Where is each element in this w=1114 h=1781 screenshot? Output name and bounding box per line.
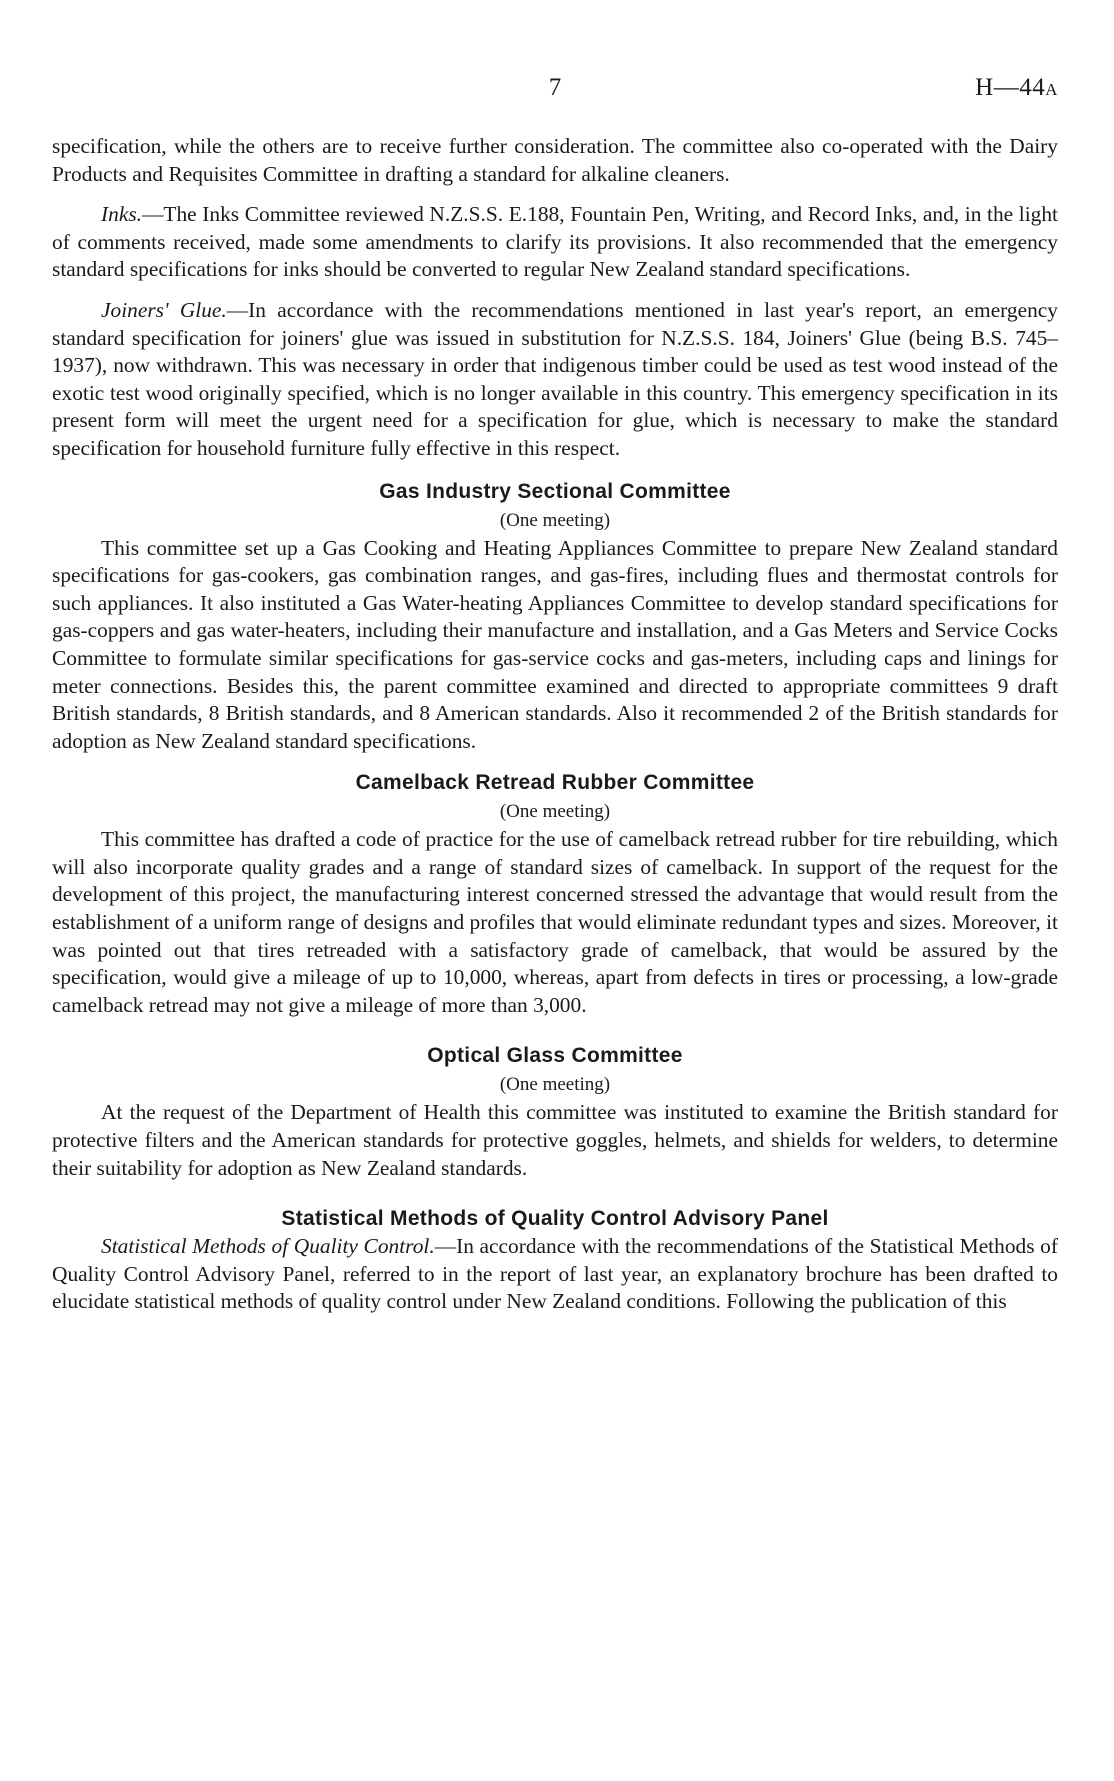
document-code-main: H—44 — [975, 74, 1046, 101]
inks-lead: Inks. — [101, 202, 142, 227]
intro-paragraph: specification, while the others are to receive further consideration. The committee also co-operated with the Dairy Products and Requisites Committee in drafting a standard for alkaline cleaners. — [52, 134, 1058, 186]
page-number: 7 — [548, 74, 562, 101]
camelback-meetings: (One meeting) — [499, 801, 611, 823]
joiners-glue-paragraph — [52, 297, 1058, 463]
camelback-paragraph: This committee has drafted a code of practice for the use of camelback retread rubber for tire rebuilding, which will also incorporate quality grades and a range of standard sizes of camelback. In support of the request for the development of this project, the manufacturing interest concerned stressed the advantage that would result from the establishment of a uniform range of designs and profiles that would eliminate redundant types and sizes. Moreover, it was pointed out that tires retreaded with a satisfactory grade of camelback, that would be assured by the specification, would give a mileage of up to 10,000, whereas, apart from defects in tires or processing, a low-grade camelback retread may not give a mileage of more than 3,000. — [52, 827, 1058, 1017]
optical-glass-heading: Optical Glass Committee — [427, 1044, 683, 1068]
page-header — [52, 72, 1058, 104]
gas-industry-paragraph: This committee set up a Gas Cooking and Heating Appliances Committee to prepare New Zealand standard specifications for gas-cookers, gas combination ranges, and gas-fires, including flues and thermostat controls for such appliances. It also instituted a Gas Water-heating Appliances Committee to develop standard specifications for gas-coppers and gas water-heaters, including their manufacture and installation, and a Gas Meters and Service Cocks Committee to formulate similar specifications for gas-service cocks and gas-meters, including caps and linings for meter connections. Besides this, the parent committee examined and directed to appropriate committees 9 draft British standards, 8 British standards, and 8 American standards. Also it recommended 2 of the British standards for adoption as New Zealand standard specifications. — [52, 535, 1058, 753]
joiners-glue-lead: Joiners' Glue. — [101, 297, 227, 322]
optical-glass-paragraph: At the request of the Department of Health this committee was instituted to examine the British standard for protective filters and the American standards for protective goggles, helmets, and shields for welders, to determine their suitability for adoption as New Zealand standards. — [52, 1100, 1058, 1180]
document-code — [975, 72, 1058, 106]
joiners-glue-text: —In accordance with the recommendations mentioned in last year's report, an emergency standard specification for joiners' glue was issued in substitution for N.Z.S.S. 184, Joiners' Glue (being B.S. 745–1937), now withdrawn. This was necessary in order that indigenous timber could be used as test wood instead of the exotic test wood originally specified, which is no longer available in this country. This emergency specification in its present form will meet the urgent need for a specification for glue, which is necessary to make the standard specification for household furniture fully effective in this respect. — [52, 297, 1058, 460]
inks-paragraph — [52, 201, 1058, 284]
statistical-methods-heading: Statistical Methods of Quality Control Advisory Panel — [281, 1207, 829, 1231]
optical-glass-meetings: (One meeting) — [499, 1074, 611, 1096]
inks-text: —The Inks Committee reviewed N.Z.S.S. E.188, Fountain Pen, Writing, and Record Inks, and, in the light of comments received, made some amendments to clarify its provisions. It also recommended that the emergency standard specifications for inks should be converted to regular New Zealand standard specifications. — [52, 202, 1058, 282]
gas-industry-meetings: (One meeting) — [499, 509, 611, 531]
page-body — [52, 133, 1058, 1316]
statistical-methods-lead: Statistical Methods of Quality Control. — [101, 1234, 435, 1259]
statistical-methods-paragraph — [52, 1233, 1058, 1316]
camelback-heading: Camelback Retread Rubber Committee — [355, 771, 755, 795]
gas-industry-heading: Gas Industry Sectional Committee — [379, 479, 731, 503]
statistical-methods-text: —In accordance with the recommendations of the Statistical Methods of Quality Control Advisory Panel, referred to in the report of last year, an explanatory brochure has been drafted to elucidate statistical methods of quality control under New Zealand conditions. Following the publication of this — [52, 1234, 1058, 1314]
document-code-suffix: A — [1045, 80, 1058, 99]
